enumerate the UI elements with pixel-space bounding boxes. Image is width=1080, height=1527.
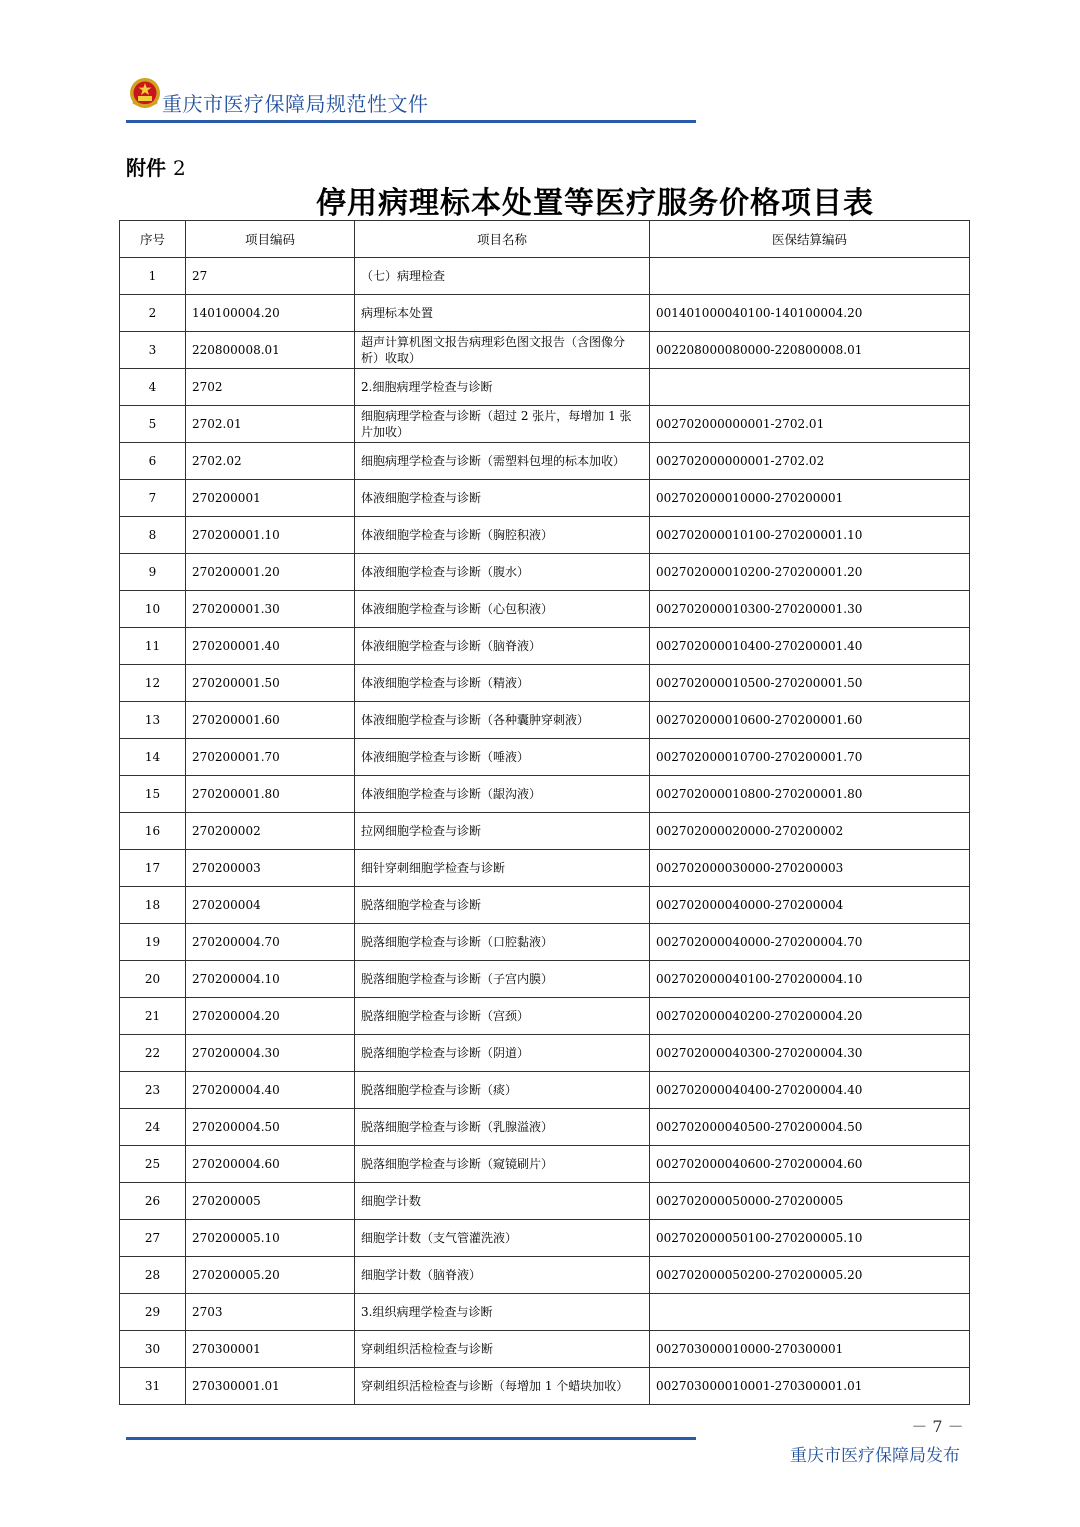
settlement-code-cell: 002703000010001-270300001.01 xyxy=(650,1368,970,1405)
seq-cell: 7 xyxy=(120,480,186,517)
seq-cell: 31 xyxy=(120,1368,186,1405)
seq-cell: 24 xyxy=(120,1109,186,1146)
table-row xyxy=(120,332,970,369)
item-code-cell: 270200001.40 xyxy=(186,628,355,665)
table-row xyxy=(120,1368,970,1405)
table-row xyxy=(120,517,970,554)
item-code-cell: 2702.02 xyxy=(186,443,355,480)
settlement-code-cell xyxy=(650,1294,970,1331)
seq-cell: 29 xyxy=(120,1294,186,1331)
table-row xyxy=(120,1294,970,1331)
item-code-cell: 270200001.20 xyxy=(186,554,355,591)
seq-cell: 25 xyxy=(120,1146,186,1183)
header-title: 重庆市医疗保障局规范性文件 xyxy=(162,92,429,116)
seq-cell: 28 xyxy=(120,1257,186,1294)
item-name-cell: 体液细胞学检查与诊断（心包积液） xyxy=(355,591,650,628)
settlement-code-cell: 001401000040100-140100004.20 xyxy=(650,295,970,332)
item-code-cell: 270200001.50 xyxy=(186,665,355,702)
item-code-cell: 270200004.30 xyxy=(186,1035,355,1072)
table-row xyxy=(120,1109,970,1146)
publisher: 重庆市医疗保障局发布 xyxy=(790,1446,960,1466)
table-row xyxy=(120,628,970,665)
table-header-row xyxy=(120,221,970,258)
attachment-text: 附件 xyxy=(126,156,166,180)
settlement-code-cell: 002702000040400-270200004.40 xyxy=(650,1072,970,1109)
item-name-cell: 细胞病理学检查与诊断（需塑料包埋的标本加收） xyxy=(355,443,650,480)
table-row xyxy=(120,1331,970,1368)
seq-cell: 10 xyxy=(120,591,186,628)
settlement-code-cell: 002702000050000-270200005 xyxy=(650,1183,970,1220)
settlement-code-cell xyxy=(650,369,970,406)
document-title: 停用病理标本处置等医疗服务价格项目表 xyxy=(316,186,874,221)
item-name-cell: 脱落细胞学检查与诊断（窥镜刷片） xyxy=(355,1146,650,1183)
item-code-cell: 220800008.01 xyxy=(186,332,355,369)
settlement-code-cell: 002702000000001-2702.02 xyxy=(650,443,970,480)
table-row xyxy=(120,554,970,591)
item-code-cell: 2703 xyxy=(186,1294,355,1331)
table-row xyxy=(120,924,970,961)
settlement-code-cell: 002702000000001-2702.01 xyxy=(650,406,970,443)
item-name-cell: 超声计算机图文报告病理彩色图文报告（含图像分析）收取） xyxy=(355,332,650,369)
seq-cell: 12 xyxy=(120,665,186,702)
table-row xyxy=(120,776,970,813)
seq-cell: 17 xyxy=(120,850,186,887)
table-row xyxy=(120,961,970,998)
seq-cell: 21 xyxy=(120,998,186,1035)
item-code-cell: 270200004.50 xyxy=(186,1109,355,1146)
item-name-cell: 体液细胞学检查与诊断（唾液） xyxy=(355,739,650,776)
item-code-cell: 27 xyxy=(186,258,355,295)
item-code-cell: 270300001 xyxy=(186,1331,355,1368)
seq-cell: 13 xyxy=(120,702,186,739)
item-name-cell: 体液细胞学检查与诊断 xyxy=(355,480,650,517)
table-body xyxy=(120,258,970,1405)
seq-cell: 14 xyxy=(120,739,186,776)
header-settlement-code: 医保结算编码 xyxy=(650,221,970,258)
item-name-cell: 脱落细胞学检查与诊断（乳腺溢液） xyxy=(355,1109,650,1146)
seq-cell: 4 xyxy=(120,369,186,406)
settlement-code-cell xyxy=(650,258,970,295)
item-name-cell: 脱落细胞学检查与诊断 xyxy=(355,887,650,924)
item-name-cell: 细胞病理学检查与诊断（超过 2 张片，每增加 1 张片加收） xyxy=(355,406,650,443)
seq-cell: 22 xyxy=(120,1035,186,1072)
footer-divider xyxy=(126,1437,696,1440)
header-item-code: 项目编码 xyxy=(186,221,355,258)
item-name-cell: 细针穿刺细胞学检查与诊断 xyxy=(355,850,650,887)
seq-cell: 23 xyxy=(120,1072,186,1109)
seq-cell: 3 xyxy=(120,332,186,369)
table-row xyxy=(120,406,970,443)
item-name-cell: 体液细胞学检查与诊断（胸腔积液） xyxy=(355,517,650,554)
settlement-code-cell: 002702000040000-270200004 xyxy=(650,887,970,924)
document-header xyxy=(126,76,696,126)
settlement-code-cell: 002702000010000-270200001 xyxy=(650,480,970,517)
item-code-cell: 270200004.20 xyxy=(186,998,355,1035)
seq-cell: 16 xyxy=(120,813,186,850)
seq-cell: 26 xyxy=(120,1183,186,1220)
seq-cell: 6 xyxy=(120,443,186,480)
item-name-cell: 穿刺组织活检检查与诊断（每增加 1 个蜡块加收） xyxy=(355,1368,650,1405)
item-name-cell: 细胞学计数（脑脊液） xyxy=(355,1257,650,1294)
item-code-cell: 270200001 xyxy=(186,480,355,517)
table-row xyxy=(120,443,970,480)
table-row xyxy=(120,1072,970,1109)
settlement-code-cell: 002702000010100-270200001.10 xyxy=(650,517,970,554)
table-row xyxy=(120,850,970,887)
settlement-code-cell: 002702000010800-270200001.80 xyxy=(650,776,970,813)
item-name-cell: 体液细胞学检查与诊断（精液） xyxy=(355,665,650,702)
settlement-code-cell: 002702000010500-270200001.50 xyxy=(650,665,970,702)
item-name-cell: 拉网细胞学检查与诊断 xyxy=(355,813,650,850)
item-code-cell: 270200005.10 xyxy=(186,1220,355,1257)
table-row xyxy=(120,480,970,517)
table-row xyxy=(120,739,970,776)
item-name-cell: 体液细胞学检查与诊断（各种囊肿穿刺液） xyxy=(355,702,650,739)
table-row xyxy=(120,591,970,628)
item-code-cell: 270200001.10 xyxy=(186,517,355,554)
settlement-code-cell: 002702000010300-270200001.30 xyxy=(650,591,970,628)
item-code-cell: 270200004.60 xyxy=(186,1146,355,1183)
item-code-cell: 270200001.60 xyxy=(186,702,355,739)
item-code-cell: 270200004.40 xyxy=(186,1072,355,1109)
item-code-cell: 270200001.30 xyxy=(186,591,355,628)
item-code-cell: 2702.01 xyxy=(186,406,355,443)
seq-cell: 11 xyxy=(120,628,186,665)
item-code-cell: 270300001.01 xyxy=(186,1368,355,1405)
attachment-label xyxy=(126,152,186,181)
item-code-cell: 270200005 xyxy=(186,1183,355,1220)
header-seq: 序号 xyxy=(120,221,186,258)
page-number: － 7 － xyxy=(911,1417,964,1436)
seq-cell: 5 xyxy=(120,406,186,443)
item-name-cell: 脱落细胞学检查与诊断（子宫内膜） xyxy=(355,961,650,998)
item-code-cell: 270200004.70 xyxy=(186,924,355,961)
settlement-code-cell: 002702000040300-270200004.30 xyxy=(650,1035,970,1072)
item-code-cell: 270200005.20 xyxy=(186,1257,355,1294)
header-divider xyxy=(126,120,696,123)
settlement-code-cell: 002702000050200-270200005.20 xyxy=(650,1257,970,1294)
settlement-code-cell: 002702000040100-270200004.10 xyxy=(650,961,970,998)
item-name-cell: 脱落细胞学检查与诊断（宫颈） xyxy=(355,998,650,1035)
item-name-cell: 脱落细胞学检查与诊断（口腔黏液） xyxy=(355,924,650,961)
national-emblem-icon xyxy=(128,76,162,110)
item-name-cell: 体液细胞学检查与诊断（脑脊液） xyxy=(355,628,650,665)
item-name-cell: 脱落细胞学检查与诊断（痰） xyxy=(355,1072,650,1109)
settlement-code-cell: 002702000040500-270200004.50 xyxy=(650,1109,970,1146)
settlement-code-cell: 002702000010400-270200001.40 xyxy=(650,628,970,665)
item-code-cell: 140100004.20 xyxy=(186,295,355,332)
table-row xyxy=(120,1257,970,1294)
table-row xyxy=(120,369,970,406)
item-code-cell: 2702 xyxy=(186,369,355,406)
seq-cell: 2 xyxy=(120,295,186,332)
settlement-code-cell: 002702000050100-270200005.10 xyxy=(650,1220,970,1257)
item-name-cell: 2.细胞病理学检查与诊断 xyxy=(355,369,650,406)
table-row xyxy=(120,1183,970,1220)
settlement-code-cell: 002702000020000-270200002 xyxy=(650,813,970,850)
item-name-cell: 病理标本处置 xyxy=(355,295,650,332)
table-row xyxy=(120,813,970,850)
seq-cell: 15 xyxy=(120,776,186,813)
seq-cell: 1 xyxy=(120,258,186,295)
table-row xyxy=(120,702,970,739)
table-row xyxy=(120,1146,970,1183)
settlement-code-cell: 002702000010200-270200001.20 xyxy=(650,554,970,591)
item-code-cell: 270200003 xyxy=(186,850,355,887)
item-name-cell: 3.组织病理学检查与诊断 xyxy=(355,1294,650,1331)
item-code-cell: 270200001.80 xyxy=(186,776,355,813)
item-code-cell: 270200002 xyxy=(186,813,355,850)
seq-cell: 8 xyxy=(120,517,186,554)
table-row xyxy=(120,998,970,1035)
seq-cell: 30 xyxy=(120,1331,186,1368)
table-row xyxy=(120,1220,970,1257)
settlement-code-cell: 002702000040000-270200004.70 xyxy=(650,924,970,961)
seq-cell: 20 xyxy=(120,961,186,998)
item-name-cell: （七）病理检查 xyxy=(355,258,650,295)
attachment-number: 2 xyxy=(172,156,186,180)
header-item-name: 项目名称 xyxy=(355,221,650,258)
table-row xyxy=(120,295,970,332)
settlement-code-cell: 002702000010700-270200001.70 xyxy=(650,739,970,776)
settlement-code-cell: 002702000040200-270200004.20 xyxy=(650,998,970,1035)
item-code-cell: 270200001.70 xyxy=(186,739,355,776)
seq-cell: 9 xyxy=(120,554,186,591)
table-row xyxy=(120,665,970,702)
item-name-cell: 穿刺组织活检检查与诊断 xyxy=(355,1331,650,1368)
seq-cell: 18 xyxy=(120,887,186,924)
item-name-cell: 细胞学计数（支气管灌洗液） xyxy=(355,1220,650,1257)
price-item-table xyxy=(119,220,970,1405)
table-row xyxy=(120,1035,970,1072)
item-name-cell: 脱落细胞学检查与诊断（阴道） xyxy=(355,1035,650,1072)
item-name-cell: 体液细胞学检查与诊断（腹水） xyxy=(355,554,650,591)
item-name-cell: 体液细胞学检查与诊断（龈沟液） xyxy=(355,776,650,813)
table-row xyxy=(120,887,970,924)
settlement-code-cell: 002208000080000-220800008.01 xyxy=(650,332,970,369)
seq-cell: 27 xyxy=(120,1220,186,1257)
settlement-code-cell: 002702000040600-270200004.60 xyxy=(650,1146,970,1183)
item-name-cell: 细胞学计数 xyxy=(355,1183,650,1220)
settlement-code-cell: 002703000010000-270300001 xyxy=(650,1331,970,1368)
seq-cell: 19 xyxy=(120,924,186,961)
settlement-code-cell: 002702000030000-270200003 xyxy=(650,850,970,887)
table-row xyxy=(120,258,970,295)
item-code-cell: 270200004 xyxy=(186,887,355,924)
settlement-code-cell: 002702000010600-270200001.60 xyxy=(650,702,970,739)
item-code-cell: 270200004.10 xyxy=(186,961,355,998)
